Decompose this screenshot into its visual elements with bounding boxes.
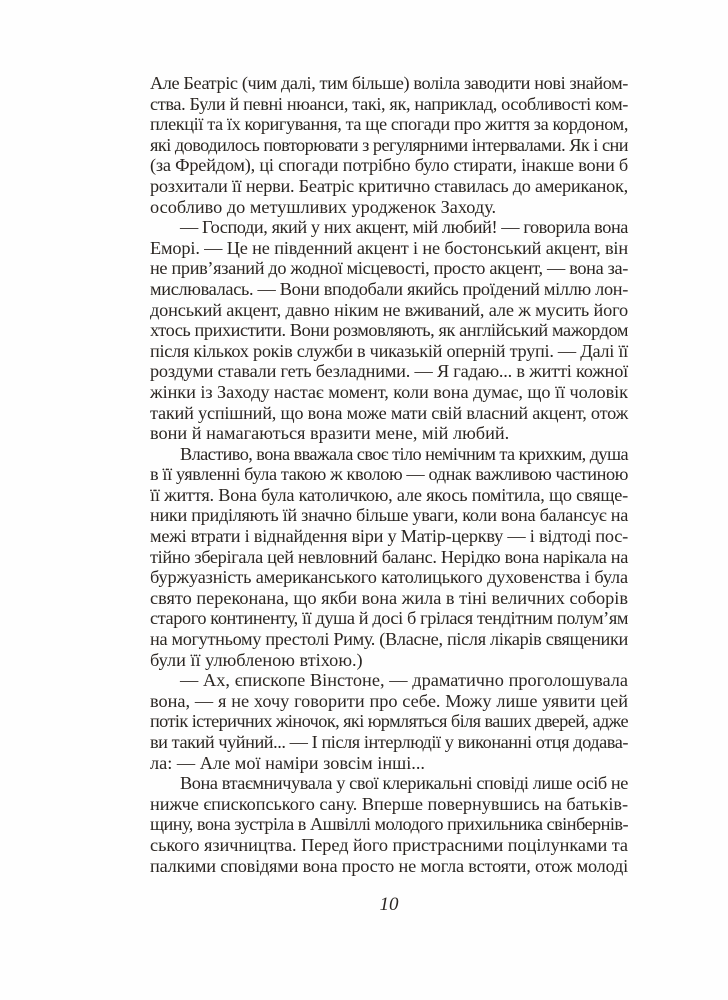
text-line: (за Фрейдом), ці спогади потрібно було стирати, інакше вони б [150,155,628,176]
text-line: після кількох років служби в чиказькій оперній трупі. — Далі її [150,340,628,361]
text-line: такий успішний, що вона може мати свій власний акцент, отож [150,402,628,423]
text-line: не прив’язаний до жодної місцевості, просто акцент, — вона за- [150,258,628,279]
text-line: Властиво, вона вважала своє тіло немічним та крихким, душа [180,443,628,464]
text-line: — Ах, єпископе Вінстоне, — драматично проголошувала [180,670,628,691]
text-line: роздуми ставали геть безладними. — Я гадаю... в житті кожної [150,361,628,382]
text-line: які доводилось повторювати з регулярними інтервалами. Як і сни [150,134,628,155]
text-line: межі втрати і віднайдення віри у Матір-церкву — і відтоді пос- [150,526,628,547]
text-line: Еморі. — Це не південний акцент і не бостонський акцент, він [150,237,628,258]
text-line: в її уявленні була такою ж кволою — однак важливою частиною [150,464,628,485]
paragraph [150,670,628,773]
text-line: ники приділяють їй значно більше уваги, коли вона балансує на [150,505,628,526]
text-line: щину, вона зустріла в Ашвіллі молодого прихильника свінбернів- [150,814,628,835]
body-text [150,73,628,876]
paragraph [150,444,628,671]
text-line: — Господи, який у них акцент, мій любий! — говорила вона [180,217,628,238]
text-line: хтось прихистити. Вони розмовляють, як англійський мажордом [150,320,628,341]
text-line: старого континенту, її душа й досі б грілася тендітним полум’ям [150,608,628,629]
text-line: Але Беатріс (чим далі, тим більше) воліла заводити нові знайом- [150,73,628,93]
text-line: розхитали її нерви. Беатріс критично ставилась до американок, [150,175,628,196]
text-line: вони й намагаються вразити мене, мій любий. [150,423,510,444]
text-line: були її улюбленою втіхою.) [150,649,363,670]
text-line: вона, — я не хочу говорити про себе. Можу лише уявити цей [150,690,628,711]
text-line: донський акцент, давно ніким не вживаний, але ж мусить його [150,299,628,320]
text-line: ви такий чуйний... — І після інтерлюдії у виконанні отця додава- [150,732,628,752]
text-line: жінки із Заходу настає момент, коли вона думає, що її чоловік [150,381,628,402]
text-line: плекції та їх коригування, та ще спогади про життя за кордоном, [150,114,628,135]
text-line: ла: — Але мої наміри зовсім інші... [150,752,425,773]
text-line: свято переконана, що якби вона жила в тіні величних соборів [150,587,628,608]
text-line: ського язичництва. Перед його пристрасними поцілунками та [150,834,628,855]
text-line: Вона втаємничувала у свої клерикальні сповіді лише осіб не [180,773,628,794]
page-number: 10 [379,894,399,915]
text-line: мислювалась. — Вони вподобали якийсь проїдений міллю лон- [150,278,628,299]
text-line: нижче єпископського сану. Вперше повернувшись на батьків- [150,793,628,814]
text-line: тійно зберігала цей невловний баланс. Нерідко вона нарікала на [150,546,628,567]
text-line: особливо до метушливих уродженок Заходу. [150,196,497,217]
paragraph [150,773,628,876]
text-line: буржуазність американського католицького духовенства і була [150,567,628,588]
text-line: на могутньому престолі Риму. (Власне, після лікарів священики [150,629,628,650]
paragraph [150,73,628,217]
text-line: ства. Були й певні нюанси, такі, як, наприклад, особливості ком- [150,93,628,114]
text-line: палкими сповідями вона просто не могла встояти, отож молоді [150,855,628,876]
paragraph [150,217,628,444]
text-line: її життя. Вона була католичкою, але якось помітила, що свяще- [150,484,628,505]
text-line: потік істеричних жіночок, які юрмляться біля ваших дверей, адже [150,711,628,732]
